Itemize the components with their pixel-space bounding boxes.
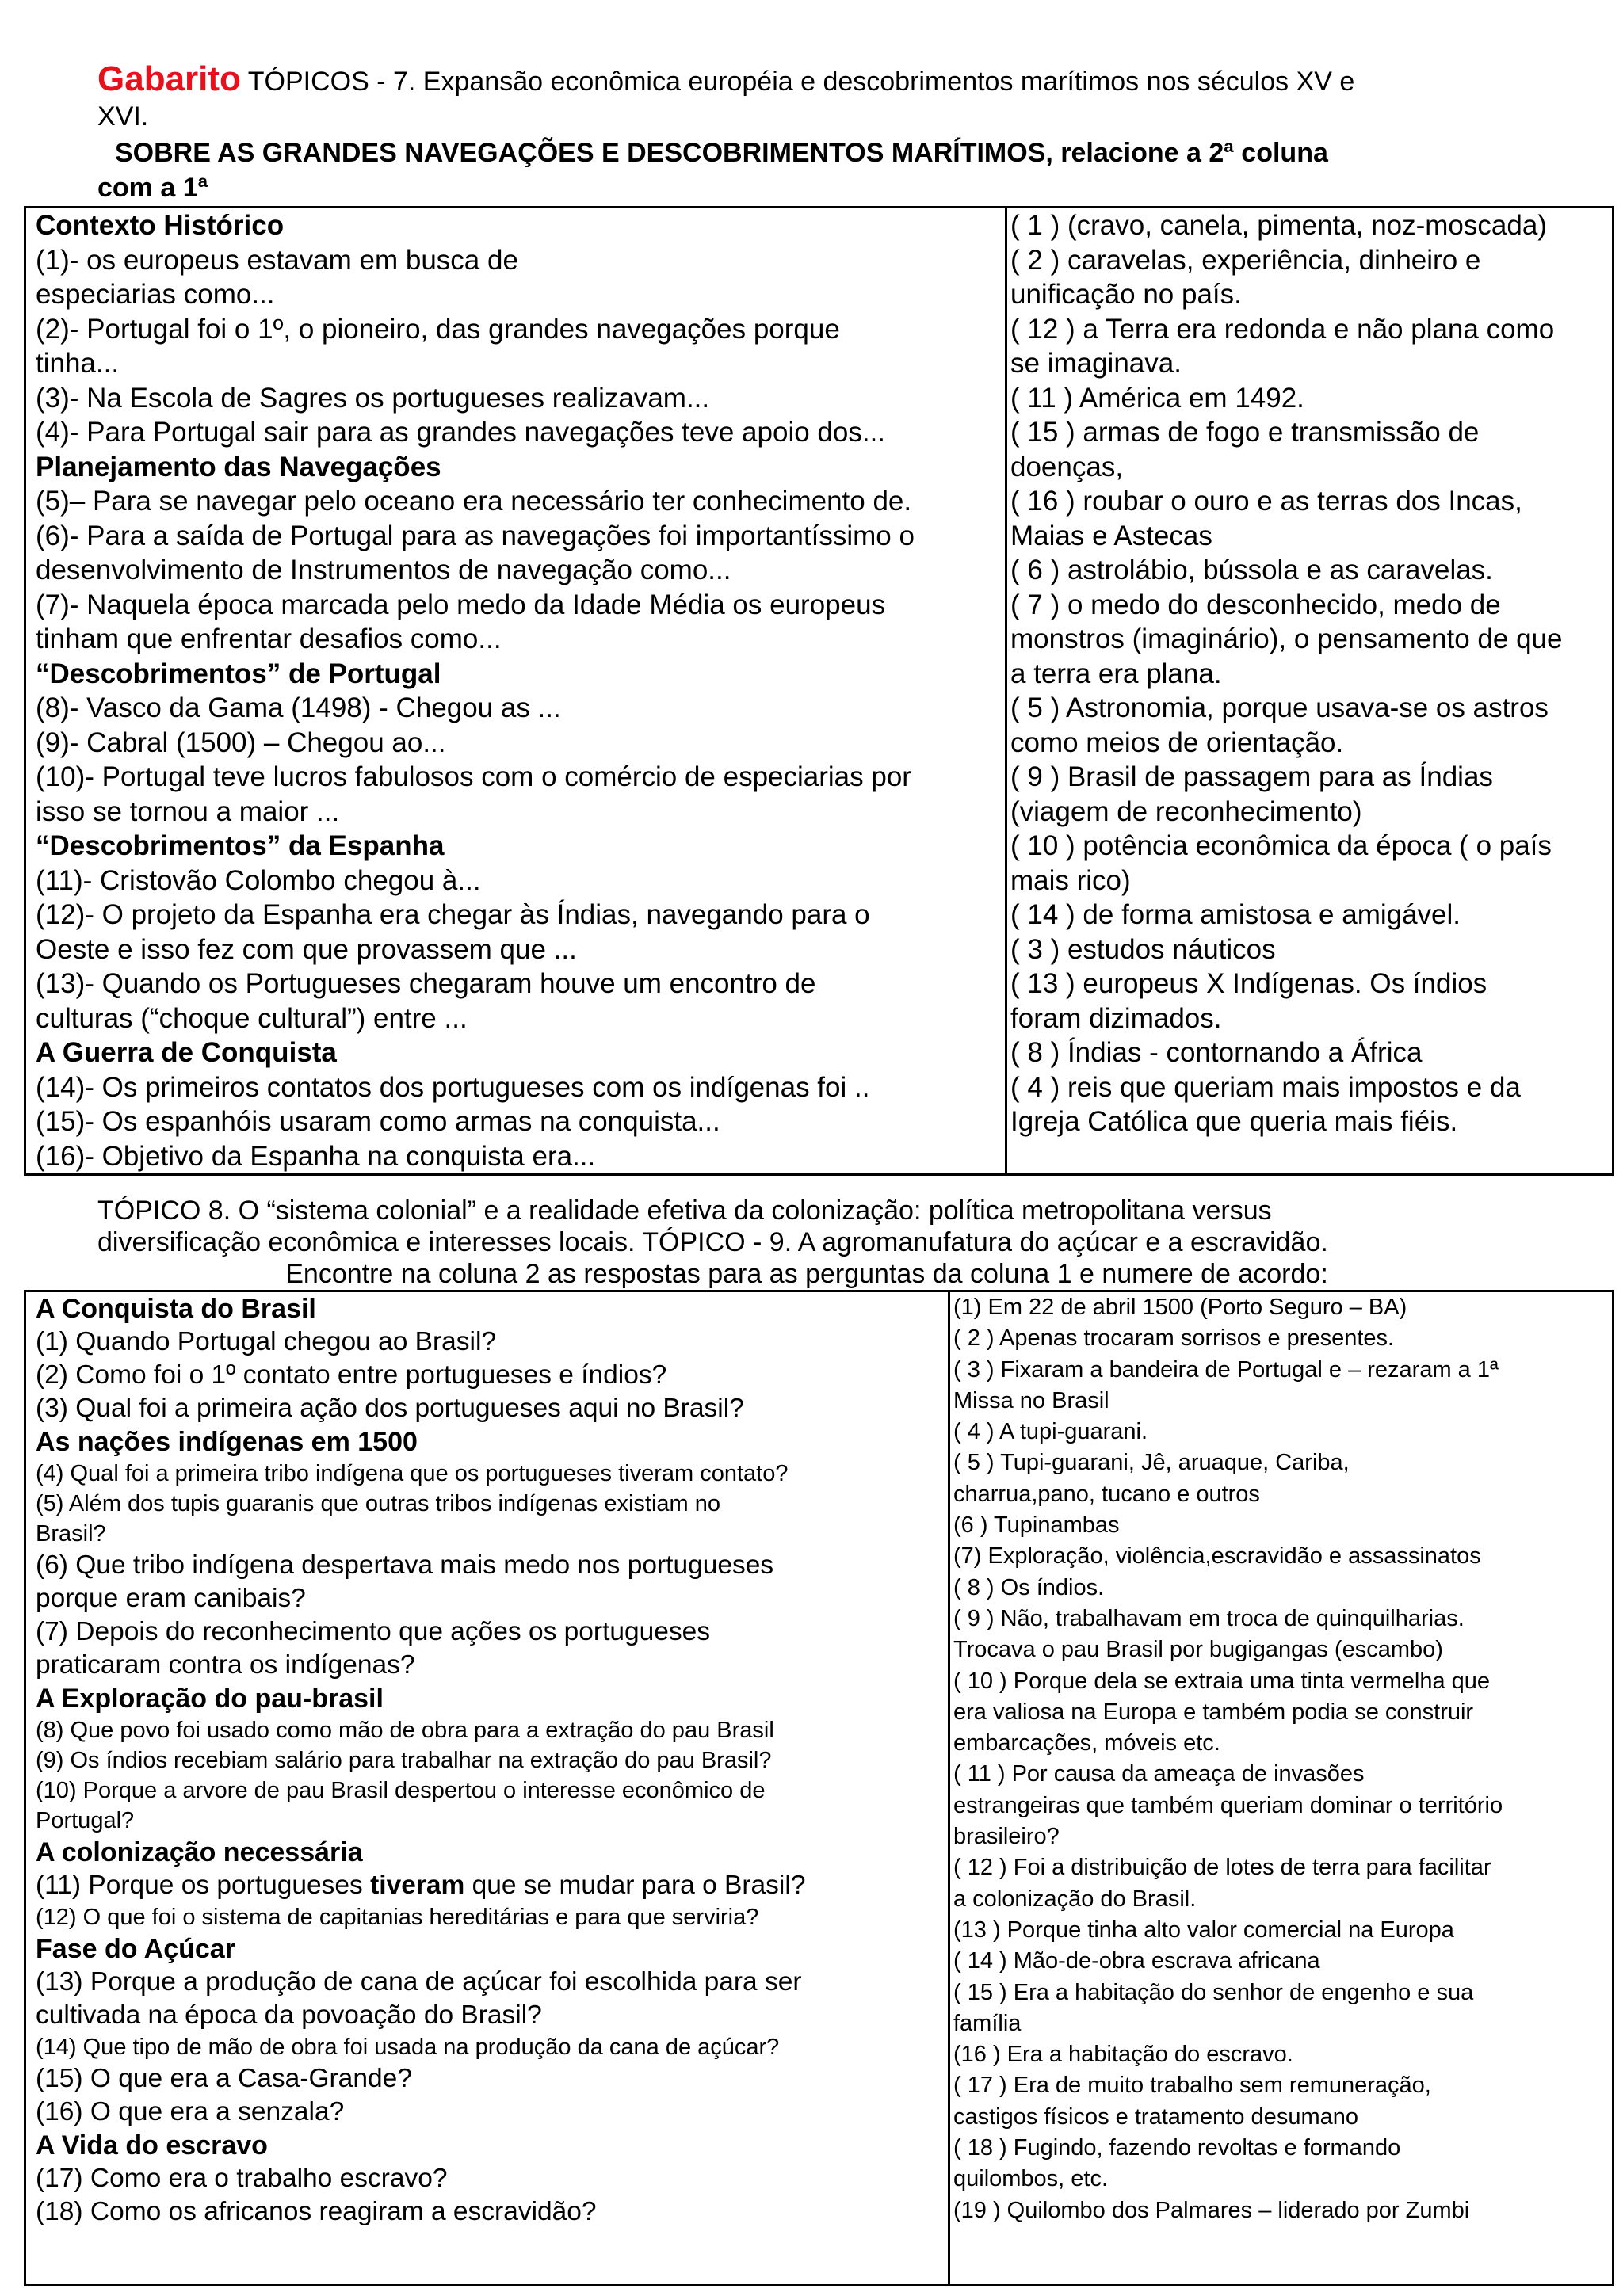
answer-line: Trocava o pau Brasil por bugigangas (escambo) <box>953 1637 1443 1663</box>
answer-line: ( 11 ) América em 1492. <box>1010 382 1304 414</box>
question-line: Portugal? <box>36 1808 135 1833</box>
answer-line: ( 9 ) Brasil de passagem para as Índias <box>1010 761 1493 792</box>
question-line: Oeste e isso fez com que provassem que ... <box>36 933 577 965</box>
answers-column <box>949 1291 1613 2286</box>
answer-line: embarcações, móveis etc. <box>953 1730 1220 1756</box>
answer-line: ( 11 ) Por causa da ameaça de invasões <box>953 1761 1365 1787</box>
question-line: (13)- Quando os Portugueses chegaram houve um encontro de <box>36 968 816 999</box>
colonization-matching-table <box>24 1290 1614 2286</box>
answer-line: foram dizimados. <box>1010 1002 1222 1034</box>
question-line: (7) Depois do reconhecimento que ações os portugueses <box>36 1617 711 1646</box>
answer-line: (16 ) Era a habitação do escravo. <box>953 2042 1293 2068</box>
answer-line: mais rico) <box>1010 864 1131 896</box>
answers-column <box>1006 208 1613 1175</box>
answer-line: a terra era plana. <box>1010 658 1222 689</box>
answer-line: ( 17 ) Era de muito trabalho sem remuneração, <box>953 2073 1431 2099</box>
question-line <box>26 1869 948 1902</box>
question-line: (2) Como foi o 1º contato entre portugueses e índios? <box>36 1360 667 1390</box>
topic-8-9-header <box>97 1195 1564 1290</box>
question-line: porque eram canibais? <box>36 1584 306 1613</box>
answer-line: ( 5 ) Astronomia, porque usava-se os astros <box>1010 692 1549 723</box>
question-line: (15) O que era a Casa-Grande? <box>36 2064 412 2093</box>
answer-line: ( 12 ) a Terra era redonda e não plana como <box>1010 313 1555 345</box>
answer-line: ( 13 ) europeus X Indígenas. Os índios <box>1010 968 1487 999</box>
question-line: (1)- os europeus estavam em busca de <box>36 244 518 276</box>
question-line: (17) Como era o trabalho escravo? <box>36 2164 448 2193</box>
question-emphasis: tiveram <box>370 1871 465 1900</box>
question-line: (11)- Cristovão Colombo chegou à... <box>36 864 481 896</box>
gabarito-label: Gabarito <box>97 59 241 98</box>
section-heading: A colonização necessária <box>36 1837 363 1867</box>
answer-line: família <box>953 2010 1022 2036</box>
question-line: tinha... <box>36 348 120 379</box>
answer-line: (6 ) Tupinambas <box>953 1512 1120 1539</box>
question-text: (11) Porque os portugueses <box>36 1871 371 1900</box>
questions-column <box>25 208 1006 1175</box>
answer-line: (7) Exploração, violência,escravidão e assassinatos <box>953 1543 1481 1569</box>
question-line: (12) O que foi o sistema de capitanias hereditárias e para que serviria? <box>36 1905 759 1930</box>
answer-line: ( 10 ) Porque dela se extraia uma tinta vermelha que <box>953 1668 1491 1694</box>
question-line: isso se tornou a maior ... <box>36 795 340 827</box>
section-heading: A Conquista do Brasil <box>36 1294 316 1324</box>
question-line: (10) Porque a arvore de pau Brasil despertou o interesse econômico de <box>36 1778 766 1803</box>
question-line: (8) Que povo foi usado como mão de obra para a extração do pau Brasil <box>36 1718 774 1743</box>
answer-line: ( 2 ) caravelas, experiência, dinheiro e <box>1010 244 1481 276</box>
answer-line: Maias e Astecas <box>1010 520 1212 551</box>
answer-line: ( 18 ) Fugindo, fazendo revoltas e formando <box>953 2135 1401 2161</box>
question-line: (5) Além dos tupis guaranis que outras tribos indígenas existiam no <box>36 1491 721 1516</box>
answer-line: ( 7 ) o medo do desconhecido, medo de <box>1010 589 1501 620</box>
answer-line: a colonização do Brasil. <box>953 1886 1197 1912</box>
answer-line: charrua,pano, tucano e outros <box>953 1481 1260 1507</box>
answer-line: (13 ) Porque tinha alto valor comercial na Europa <box>953 1917 1454 1943</box>
question-line: (4) Qual foi a primeira tribo indígena que os portugueses tiveram contato? <box>36 1461 789 1486</box>
question-line: (13) Porque a produção de cana de açúcar foi escolhida para ser <box>36 1967 802 1997</box>
answer-line: ( 6 ) astrolábio, bússola e as caravelas. <box>1010 555 1493 585</box>
questions-column <box>25 1291 949 2286</box>
section-heading: Contexto Histórico <box>36 210 285 241</box>
question-line: (2)- Portugal foi o 1º, o pioneiro, das grandes navegações porque <box>36 313 840 345</box>
answer-line: era valiosa na Europa e também podia se construir <box>953 1699 1474 1725</box>
answer-line: unificação no país. <box>1010 279 1242 310</box>
answer-line: ( 14 ) Mão-de-obra escrava africana <box>953 1948 1320 1974</box>
topic-7-title: TÓPICOS - 7. Expansão econômica européia e descobrimentos marítimos nos séculos XV e <box>240 67 1355 97</box>
question-text: que se mudar para o Brasil? <box>464 1871 806 1900</box>
question-line: (3)- Na Escola de Sagres os portugueses realizavam... <box>36 382 710 414</box>
answer-line: estrangeiras que também queriam dominar o território <box>953 1792 1503 1818</box>
topic-8-line-1: TÓPICO 8. O “sistema colonial” e a realidade efetiva da colonização: política metropolitana versus <box>97 1196 1272 1226</box>
question-line: (6) Que tribo indígena despertava mais medo nos portugueses <box>36 1550 774 1580</box>
question-line: (9) Os índios recebiam salário para trabalhar na extração do pau Brasil? <box>36 1748 772 1773</box>
question-line: desenvolvimento de Instrumentos de navegação como... <box>36 555 731 585</box>
answer-line: Missa no Brasil <box>953 1387 1109 1413</box>
instruction-heading <box>97 135 1524 205</box>
topic-7-header <box>97 59 1564 134</box>
question-line: culturas (“choque cultural”) entre ... <box>36 1002 468 1034</box>
answer-line: castigos físicos e tratamento desumano <box>953 2103 1358 2130</box>
answer-line: ( 4 ) reis que queriam mais impostos e da <box>1010 1071 1521 1103</box>
question-line: (7)- Naquela época marcada pelo medo da Idade Média os europeus <box>36 589 886 620</box>
answer-line: ( 3 ) Fixaram a bandeira de Portugal e – rezaram a 1ª <box>953 1356 1499 1383</box>
answer-line: ( 16 ) roubar o ouro e as terras dos Incas, <box>1010 486 1522 517</box>
answer-line: ( 15 ) armas de fogo e transmissão de <box>1010 417 1480 448</box>
answer-line: ( 4 ) A tupi-guarani. <box>953 1419 1148 1445</box>
topic-8-line-2: diversificação econômica e interesses locais. TÓPICO - 9. A agromanufatura do açúcar e a escravidão. <box>97 1227 1328 1257</box>
section-heading: A Vida do escravo <box>36 2130 268 2161</box>
section-heading: “Descobrimentos” de Portugal <box>36 658 441 689</box>
answer-line: ( 3 ) estudos náuticos <box>1010 933 1276 965</box>
answer-line: ( 5 ) Tupi-guarani, Jê, aruaque, Cariba, <box>953 1450 1350 1476</box>
question-line: tinham que enfrentar desafios como... <box>36 624 502 654</box>
question-line: cultivada na época da povoação do Brasil? <box>36 2000 542 2030</box>
question-line: (18) Como os africanos reagiram a escravidão? <box>36 2197 597 2226</box>
section-heading: A Exploração do pau-brasil <box>36 1684 384 1714</box>
question-line: (5)– Para se navegar pelo oceano era necessário ter conhecimento de. <box>36 486 912 517</box>
answer-line: ( 14 ) de forma amistosa e amigável. <box>1010 899 1461 930</box>
answer-line: ( 1 ) (cravo, canela, pimenta, noz-moscada) <box>1010 210 1547 241</box>
question-line: (14)- Os primeiros contatos dos portugueses com os indígenas foi .. <box>36 1071 870 1103</box>
answer-line: (19 ) Quilombo dos Palmares – liderado por Zumbi <box>953 2197 1470 2223</box>
answer-line: ( 2 ) Apenas trocaram sorrisos e presentes. <box>953 1325 1395 1352</box>
answer-line: ( 12 ) Foi a distribuição de lotes de terra para facilitar <box>953 1855 1491 1881</box>
section-heading: Planejamento das Navegações <box>36 451 441 482</box>
answer-line: monstros (imaginário), o pensamento de que <box>1010 624 1563 654</box>
question-line: (12)- O projeto da Espanha era chegar às Índias, navegando para o <box>36 899 870 930</box>
question-line: (1) Quando Portugal chegou ao Brasil? <box>36 1327 497 1356</box>
question-line: (10)- Portugal teve lucros fabulosos com o comércio de especiarias por <box>36 761 911 792</box>
question-line: (15)- Os espanhóis usaram como armas na conquista... <box>36 1106 720 1137</box>
navigation-matching-table <box>24 206 1614 1176</box>
answer-line: brasileiro? <box>953 1824 1060 1850</box>
question-line: (4)- Para Portugal sair para as grandes navegações teve apoio dos... <box>36 417 886 448</box>
instruction-line-1: SOBRE AS GRANDES NAVEGAÇÕES E DESCOBRIMENTOS MARÍTIMOS, relacione a 2ª coluna <box>115 138 1328 168</box>
section-heading: “Descobrimentos” da Espanha <box>36 830 445 861</box>
question-line: (16) O que era a senzala? <box>36 2097 345 2126</box>
question-line: praticaram contra os indígenas? <box>36 1650 415 1680</box>
section-heading: As nações indígenas em 1500 <box>36 1427 418 1457</box>
answer-line: Igreja Católica que queria mais fiéis. <box>1010 1106 1458 1137</box>
topic-7-title-cont: XVI. <box>97 101 149 132</box>
answer-line: ( 10 ) potência econômica da época ( o país <box>1010 830 1552 861</box>
question-line: (9)- Cabral (1500) – Chegou ao... <box>36 727 446 758</box>
instruction-line-2: com a 1ª <box>97 173 208 203</box>
answer-line: doenças, <box>1010 451 1124 482</box>
question-line: (14) Que tipo de mão de obra foi usada na produção da cana de açúcar? <box>36 2035 780 2060</box>
answer-line: (1) Em 22 de abril 1500 (Porto Seguro – BA) <box>953 1295 1407 1320</box>
answer-line: ( 9 ) Não, trabalhavam em troca de quinquilharias. <box>953 1605 1465 1631</box>
answer-line: quilombos, etc. <box>953 2166 1109 2192</box>
question-line: (8)- Vasco da Gama (1498) - Chegou as ... <box>36 692 561 723</box>
answer-line: ( 8 ) Índias - contornando a África <box>1010 1037 1423 1068</box>
answer-line: ( 8 ) Os índios. <box>953 1574 1105 1600</box>
answer-line: ( 15 ) Era a habitação do senhor de engenho e sua <box>953 1979 1474 2005</box>
question-line: especiarias como... <box>36 279 275 310</box>
question-line: (16)- Objetivo da Espanha na conquista era... <box>36 1140 596 1172</box>
answer-line: como meios de orientação. <box>1010 727 1344 758</box>
question-line: Brasil? <box>36 1521 106 1547</box>
topic-8-instruction: Encontre na coluna 2 as respostas para as perguntas da coluna 1 e numere de acordo: <box>285 1259 1328 1289</box>
question-line: (6)- Para a saída de Portugal para as navegações foi importantíssimo o <box>36 520 915 551</box>
section-heading: Fase do Açúcar <box>36 1934 235 1964</box>
question-line: (3) Qual foi a primeira ação dos portugueses aqui no Brasil? <box>36 1394 744 1423</box>
answer-line: (viagem de reconhecimento) <box>1010 795 1362 827</box>
section-heading: A Guerra de Conquista <box>36 1037 337 1068</box>
answer-line: se imaginava. <box>1010 348 1182 379</box>
